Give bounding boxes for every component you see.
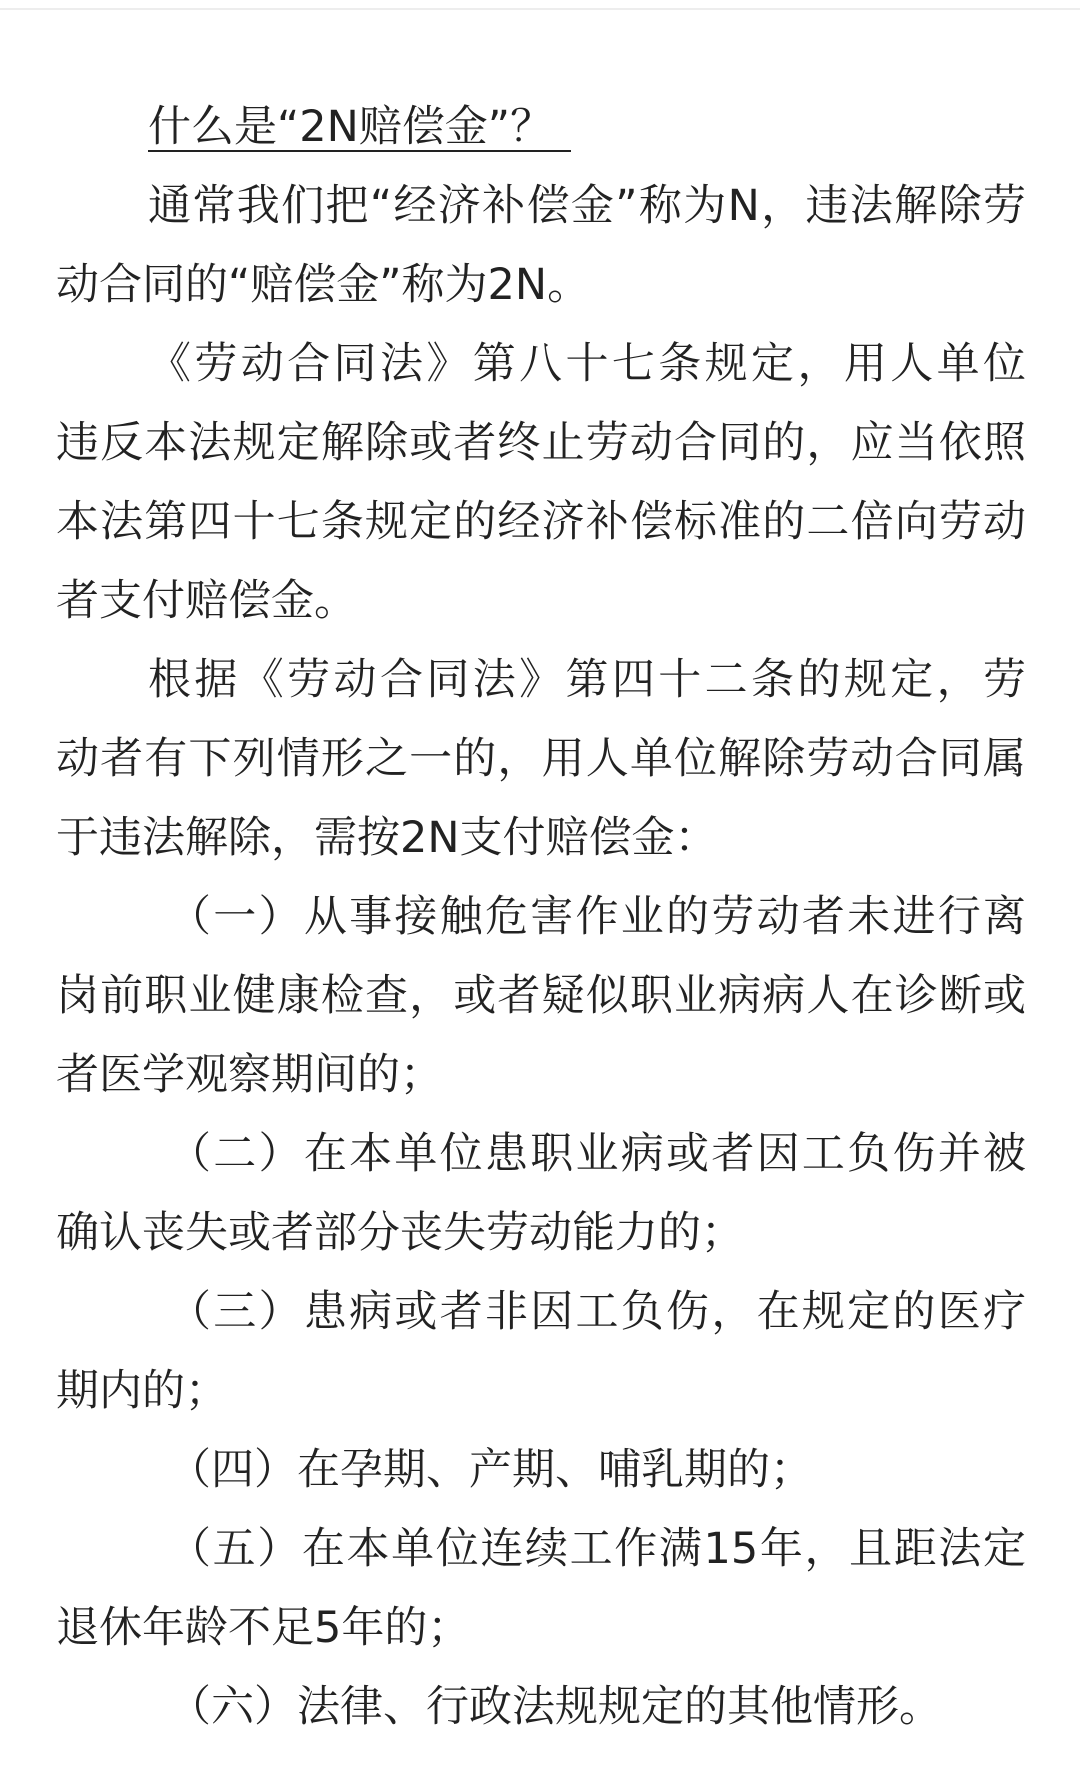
list-item-line: 者医学观察期间的； [56,1050,443,1100]
page-title: 什么是“2N赔偿金”？ [148,104,571,152]
paragraph-line: 违反本法规定解除或者终止劳动合同的，应当依照 [56,418,1026,468]
paragraph-line: 动者有下列情形之一的，用人单位解除劳动合同属 [56,734,1026,784]
title-line [56,88,1026,167]
paragraph-line: 根据《劳动合同法》第四十二条的规定，劳 [148,655,1026,705]
paragraph-line: 者支付赔偿金。 [56,576,357,626]
list-item-line: （四）在孕期、产期、哺乳期的； [168,1445,813,1495]
list-item-line: （二）在本单位患职业病或者因工负伤并被 [168,1129,1026,1179]
paragraph-line: 于违法解除，需按2N支付赔偿金： [56,813,718,863]
paragraph-line: 《劳动合同法》第八十七条规定，用人单位 [148,339,1026,389]
list-item-line: 退休年龄不足5年的； [56,1603,471,1653]
list-item-line: 确认丧失或者部分丧失劳动能力的； [56,1208,744,1258]
list-item-line: （三）患病或者非因工负伤，在规定的医疗 [168,1287,1026,1337]
list-item-line: 岗前职业健康检查，或者疑似职业病病人在诊断或 [56,971,1026,1021]
paragraph-line: 动合同的“赔偿金”称为2N。 [56,260,591,310]
list-item-line: （六）法律、行政法规规定的其他情形。 [168,1682,942,1732]
document-body [56,88,1026,1747]
top-divider [0,8,1080,10]
list-item-line: 期内的； [56,1366,228,1416]
list-item-line: （五）在本单位连续工作满15年，且距法定 [168,1524,1026,1574]
list-item-line: （一）从事接触危害作业的劳动者未进行离 [168,892,1026,942]
paragraph-line: 本法第四十七条规定的经济补偿标准的二倍向劳动 [56,497,1026,547]
paragraph-line: 通常我们把“经济补偿金”称为N，违法解除劳 [148,181,1026,231]
